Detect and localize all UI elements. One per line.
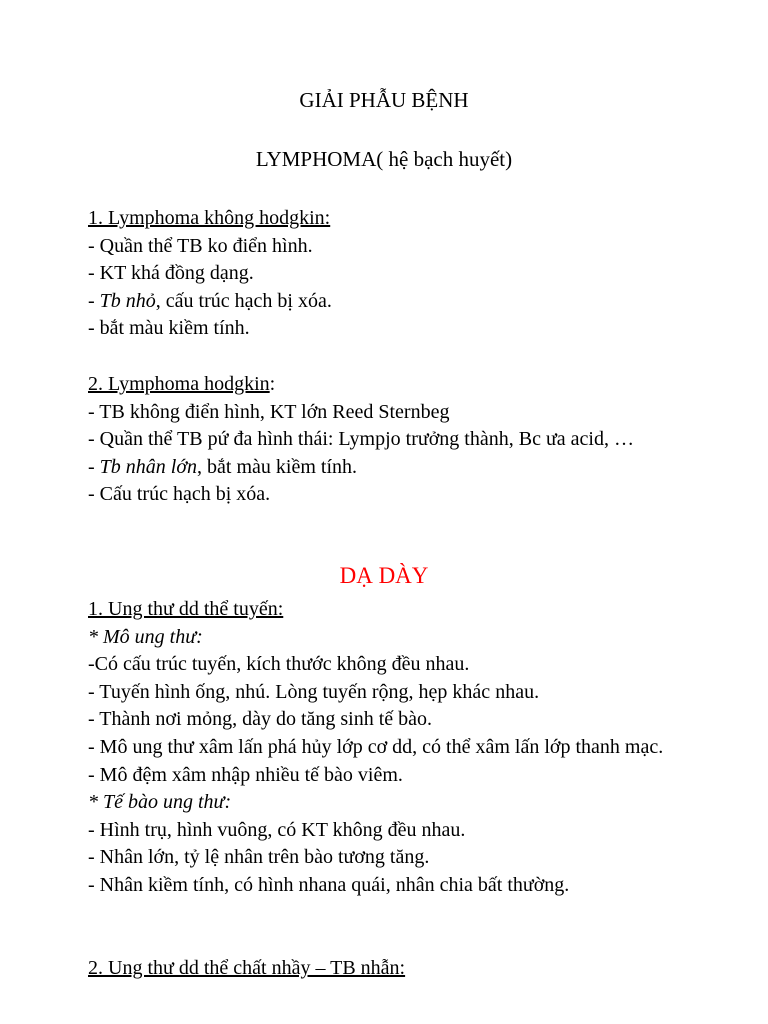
section-non-hodgkin [88, 205, 708, 343]
list-item-text: , cấu trúc hạch bị xóa. [155, 289, 332, 312]
heading-hodgkin: 2. Lymphoma hodgkin [88, 373, 270, 395]
section-title-lymphoma: LYMPHOMA( hệ bạch huyết) [255, 147, 513, 171]
list-item: - Hình trụ, hình vuông, có KT không đều nhau. [88, 818, 466, 841]
heading-hodgkin-line [88, 371, 708, 399]
list-item: - Quần thể TB ko điển hình. [88, 234, 313, 257]
list-item: - Mô đệm xâm nhập nhiều tế bào viêm. [88, 763, 403, 786]
list-item: - Tb nhân lớn, bắt màu kiềm tính. [88, 455, 358, 478]
list-item: - Quần thể TB pứ đa hình thái: Lympjo trưởng thành, Bc ưa acid, … [88, 428, 634, 451]
heading-colon: : [269, 373, 276, 395]
list-item: - bắt màu kiềm tính. [88, 317, 250, 340]
heading-adenocarcinoma: 1. Ung thư dd thể tuyến: [88, 598, 284, 620]
section-mucinous [88, 955, 708, 983]
list-item: - TB không điển hình, KT lớn Reed Sternbeg [88, 400, 450, 423]
list-item: - Nhân kiềm tính, có hình nhana quái, nhân chia bất thường. [88, 873, 570, 896]
list-item: - Thành nơi mỏng, dày do tăng sinh tế bào. [88, 708, 433, 731]
italic-term: Tb nhân lớn [99, 455, 198, 478]
list-item: - Nhân lớn, tỷ lệ nhân trên bào tương tăng. [88, 846, 430, 869]
section-title-stomach: DẠ DÀY [339, 563, 429, 588]
subheading-cells: * Tế bào ung thư: [88, 791, 232, 814]
section-adenocarcinoma [88, 596, 708, 900]
list-item-text: , bắt màu kiềm tính. [197, 455, 358, 478]
italic-term: Tb nhỏ [99, 289, 156, 312]
list-item: - Cấu trúc hạch bị xóa. [88, 483, 271, 506]
heading-mucinous: 2. Ung thư dd thể chất nhầy – TB nhẫn: [88, 957, 406, 979]
list-item: - Mô ung thư xâm lấn phá hủy lớp cơ dd, có thể xâm lấn lớp thanh mạc. [88, 735, 664, 758]
list-item: - KT khá đồng dạng. [88, 262, 254, 285]
subheading-tissue: * Mô ung thư: [88, 625, 203, 648]
list-item: - Tuyến hình ống, nhú. Lòng tuyến rộng, hẹp khác nhau. [88, 680, 540, 703]
heading-non-hodgkin: 1. Lymphoma không hodgkin: [88, 207, 331, 229]
list-item: - Tb nhỏ, cấu trúc hạch bị xóa. [88, 289, 332, 312]
list-item: -Có cấu trúc tuyến, kích thước không đều nhau. [88, 653, 470, 676]
section-hodgkin [88, 371, 708, 509]
document-title: GIẢI PHẪU BỆNH [299, 88, 469, 112]
